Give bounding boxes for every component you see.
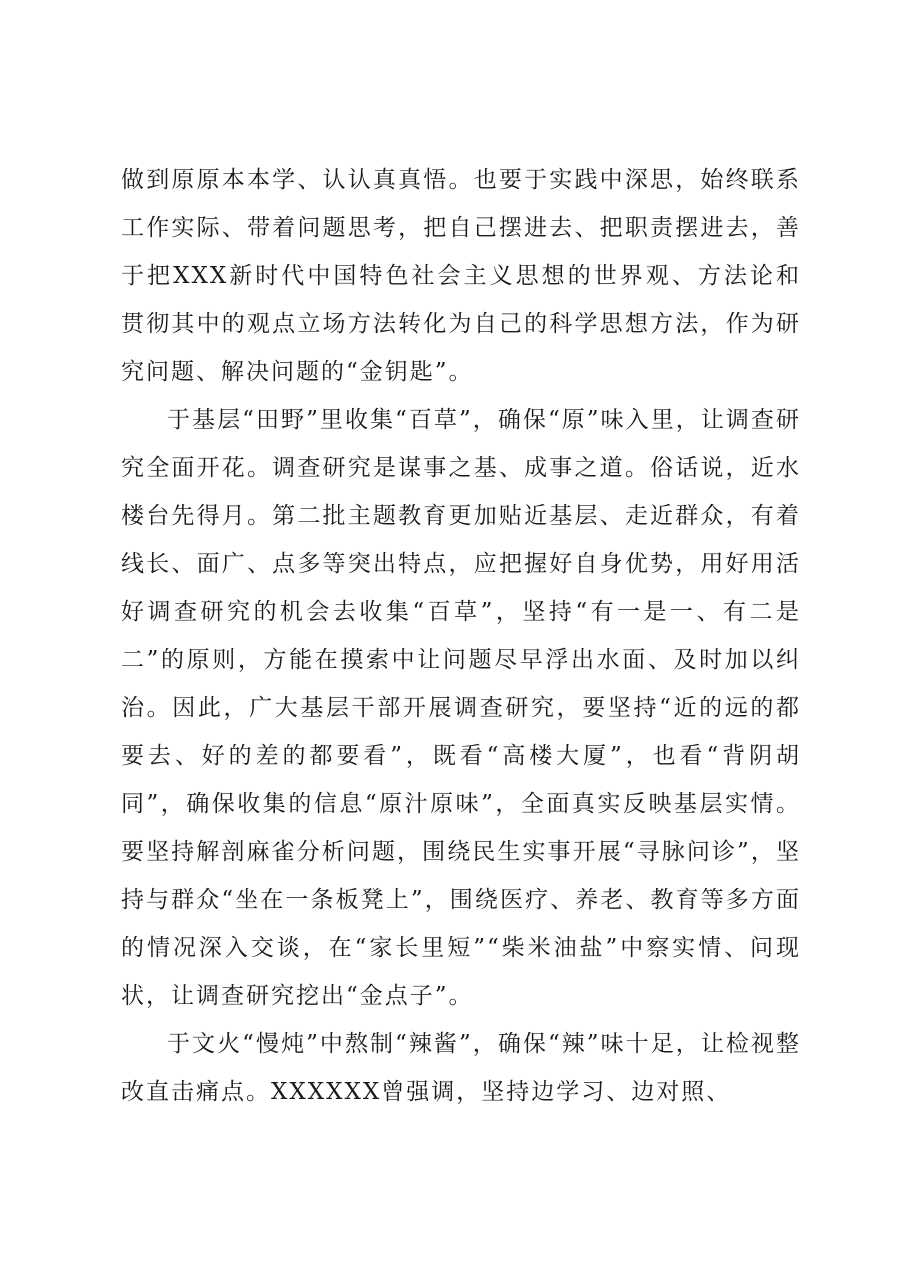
paragraph-rectification: 于文火“慢炖”中熬制“辣酱”，确保“辣”味十足，让检视整改直击痛点。XXXXXX曾强调，坚持边学习、边对照、 — [121, 1031, 801, 1105]
body-text — [121, 156, 801, 1116]
paragraph-continued: 做到原原本本学、认认真真悟。也要于实践中深思，始终联系工作实际、带着问题思考，把自己摆进去、把职责摆进去，善于把XXX新时代中国特色社会主义思想的世界观、方法论和贯彻其中的观点立场方法转化为自己的科学思想方法，作为研究问题、解决问题的“金钥匙”。 — [121, 167, 801, 385]
paragraph-research: 于基层“田野”里收集“百草”，确保“原”味入里，让调查研究全面开花。调查研究是谋事之基、成事之道。俗话说，近水楼台先得月。第二批主题教育更加贴近基层、走近群众，有着线长、面广、点多等突出特点，应把握好自身优势，用好用活好调查研究的机会去收集“百草”，坚持“有一是一、有二是二”的原则，方能在摸索中让问题尽早浮出水面、及时加以纠治。因此，广大基层干部开展调查研究，要坚持“近的远的都要去、好的差的都要看”，既看“高楼大厦”，也看“背阴胡同”，确保收集的信息“原汁原味”，全面真实反映基层实情。要坚持解剖麻雀分析问题，围绕民生实事开展“寻脉问诊”，坚持与群众“坐在一条板凳上”，围绕医疗、养老、教育等多方面的情况深入交谈，在“家长里短”“柴米油盐”中察实情、问现状，让调查研究挖出“金点子”。 — [121, 407, 801, 1009]
